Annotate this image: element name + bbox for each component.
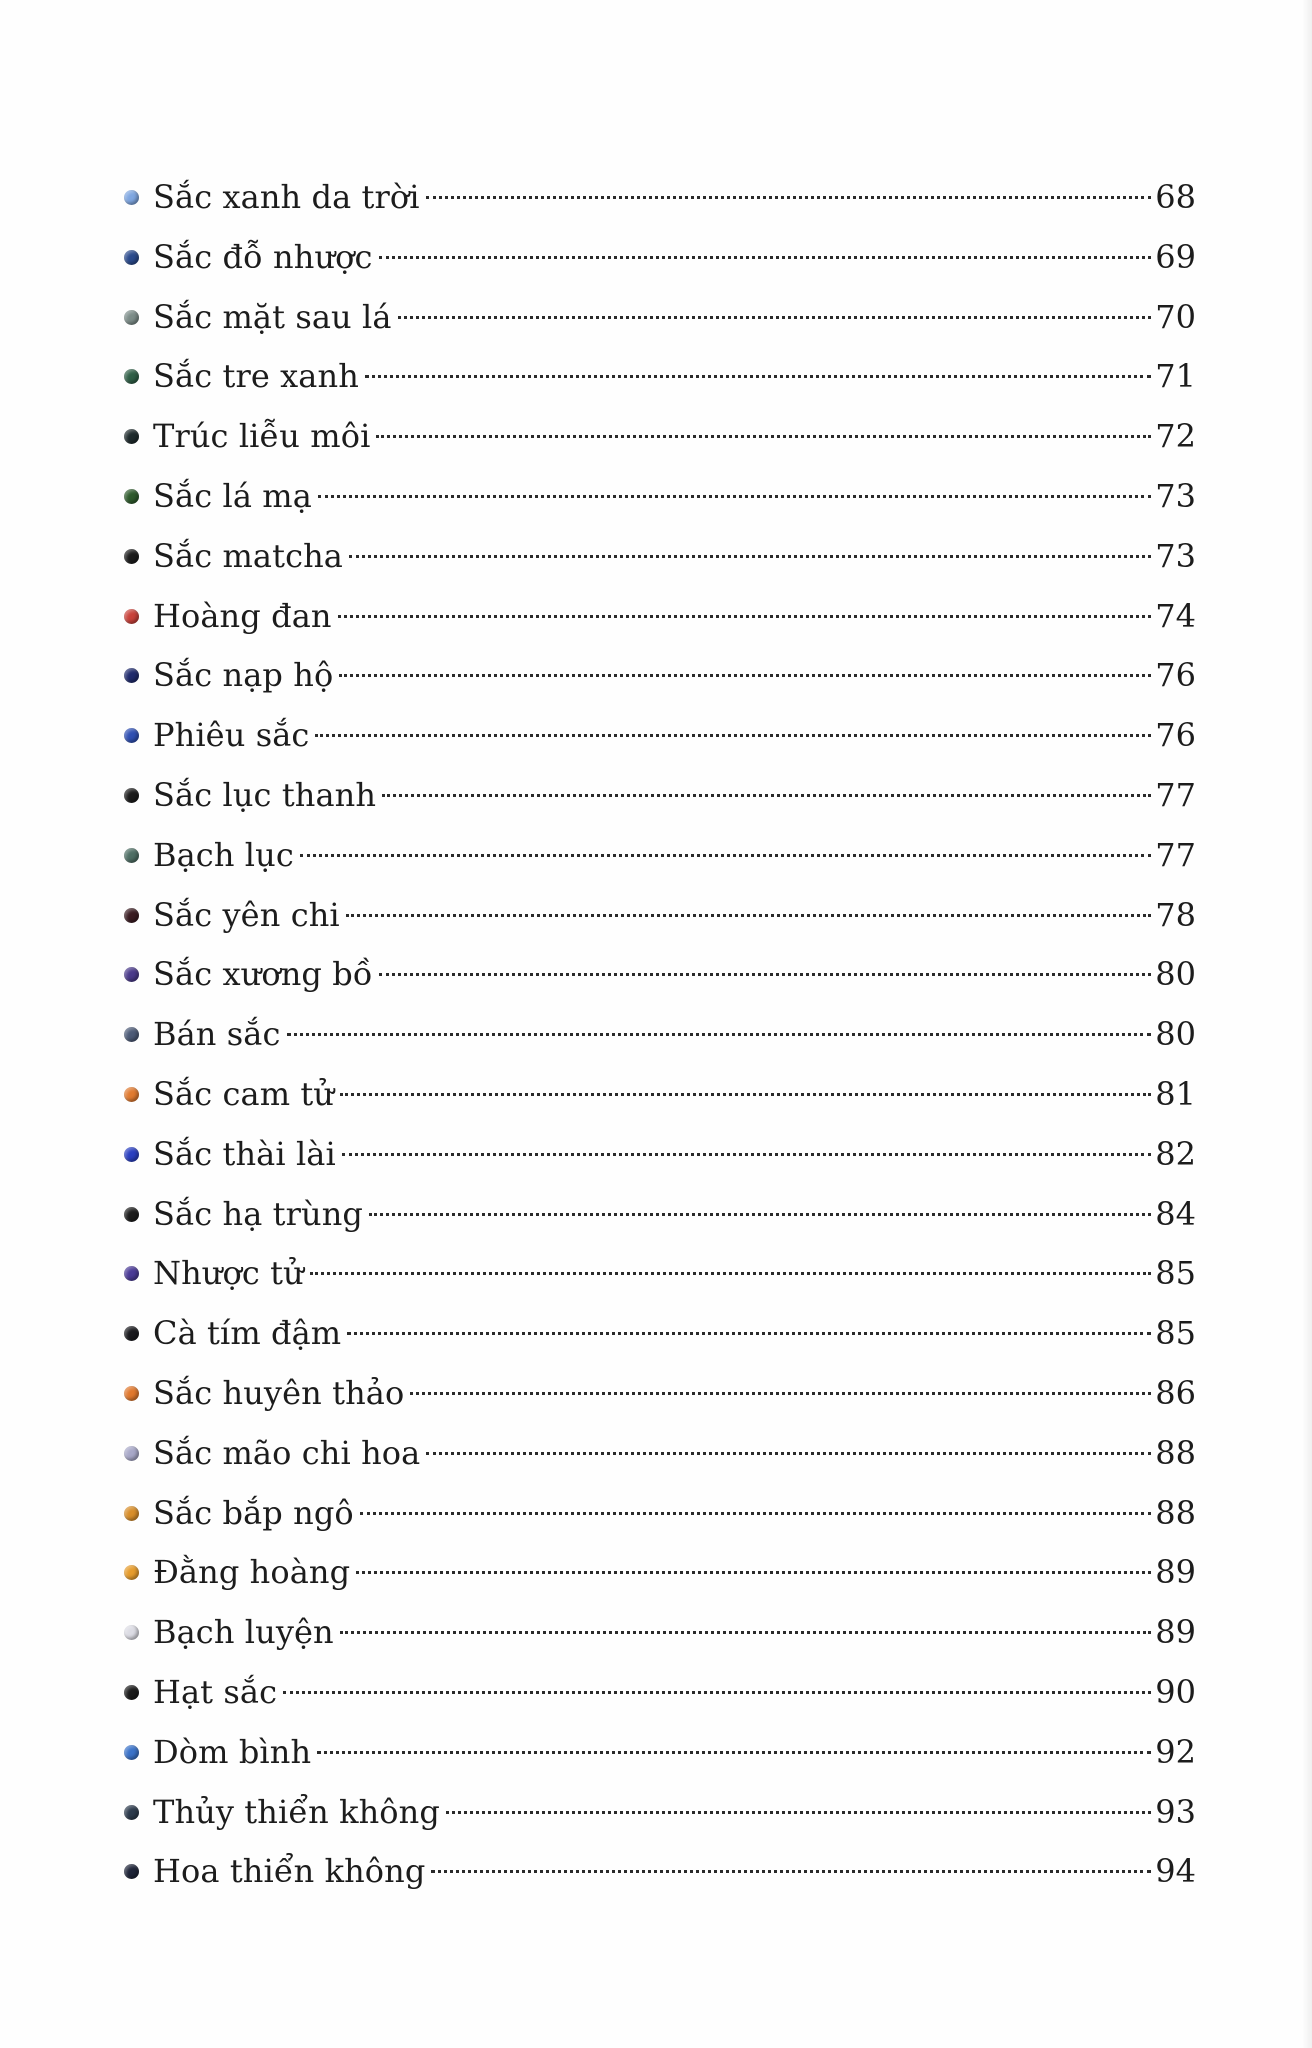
toc-entry-page-number: 88 (1155, 1433, 1196, 1472)
toc-entry[interactable] (124, 1244, 1196, 1304)
dot-leader (360, 1511, 1152, 1515)
dot-leader (283, 1690, 1151, 1694)
toc-entry-page-number: 72 (1155, 417, 1196, 456)
toc-entry[interactable] (124, 945, 1196, 1005)
toc-entry-title: Sắc mão chi hoa (153, 1433, 421, 1472)
toc-entry-page-number: 74 (1155, 596, 1196, 635)
toc-entry-page-number: 69 (1155, 237, 1196, 276)
color-dot-icon (124, 1147, 139, 1162)
color-dot-icon (124, 489, 139, 504)
color-dot-icon (124, 369, 139, 384)
dot-leader (431, 1869, 1151, 1873)
toc-entry-title: Sắc cam tử (153, 1074, 335, 1113)
dot-leader (379, 972, 1152, 976)
toc-entry-page-number: 89 (1155, 1553, 1196, 1592)
color-dot-icon (124, 1864, 139, 1879)
color-dot-icon (124, 310, 139, 325)
color-dot-icon (124, 728, 139, 743)
toc-entry-page-number: 73 (1155, 536, 1196, 575)
toc-entry-page-number: 92 (1155, 1732, 1196, 1771)
toc-entry[interactable] (124, 1842, 1196, 1902)
toc-entry[interactable] (124, 1185, 1196, 1245)
color-dot-icon (124, 429, 139, 444)
toc-entry-page-number: 70 (1155, 297, 1196, 336)
toc-entry[interactable] (124, 288, 1196, 348)
toc-entry-title: Hoa thiển không (153, 1852, 426, 1891)
toc-entry[interactable] (124, 467, 1196, 527)
toc-entry-title: Nhược tử (153, 1254, 304, 1293)
toc-entry[interactable] (124, 1783, 1196, 1843)
toc-entry[interactable] (124, 1005, 1196, 1065)
color-dot-icon (124, 1565, 139, 1580)
toc-entry-page-number: 68 (1155, 178, 1196, 216)
toc-entry[interactable] (124, 228, 1196, 288)
dot-leader (317, 1750, 1151, 1754)
dot-leader (338, 614, 1152, 618)
dot-leader (369, 1212, 1151, 1216)
toc-entry[interactable] (124, 347, 1196, 407)
dot-leader (340, 1630, 1152, 1634)
toc-entry-page-number: 88 (1155, 1493, 1196, 1532)
toc-entry-title: Sắc thài lài (153, 1134, 336, 1173)
dot-leader (356, 1570, 1151, 1574)
color-dot-icon (124, 1326, 139, 1341)
color-dot-icon (124, 1087, 139, 1102)
dot-leader (376, 434, 1151, 438)
toc-entry-title: Thủy thiển không (153, 1792, 440, 1831)
toc-entry-title: Phiêu sắc (153, 716, 310, 755)
dot-leader (318, 494, 1151, 498)
toc-entry-title: Sắc bắp ngô (153, 1493, 354, 1532)
dot-leader (365, 374, 1151, 378)
toc-entry[interactable] (124, 706, 1196, 766)
toc-entry-page-number: 73 (1155, 476, 1196, 515)
toc-entry-title: Sắc hạ trùng (153, 1194, 364, 1233)
dot-leader (398, 315, 1152, 319)
toc-entry-page-number: 84 (1155, 1194, 1196, 1233)
toc-entry[interactable] (124, 1723, 1196, 1783)
dot-leader (379, 255, 1152, 259)
toc-entry[interactable] (124, 1065, 1196, 1125)
color-dot-icon (124, 1027, 139, 1042)
toc-entry-title: Sắc đỗ nhược (153, 237, 373, 276)
toc-entry-page-number: 71 (1155, 357, 1196, 396)
toc-entry[interactable] (124, 527, 1196, 587)
toc-entry-page-number: 80 (1155, 955, 1196, 994)
toc-entry[interactable] (124, 1543, 1196, 1603)
dot-leader (426, 1451, 1151, 1455)
toc-entry-title: Trúc liễu môi (153, 417, 371, 456)
toc-entry-page-number: 82 (1155, 1134, 1196, 1173)
color-dot-icon (124, 1745, 139, 1760)
toc-entry[interactable] (124, 407, 1196, 467)
toc-entry[interactable] (124, 1364, 1196, 1424)
toc-entry[interactable] (124, 587, 1196, 647)
toc-entry-page-number: 85 (1155, 1254, 1196, 1293)
toc-entry-title: Cà tím đậm (153, 1314, 342, 1353)
toc-entry-title: Đằng hoàng (153, 1553, 351, 1592)
toc-entry-page-number: 89 (1155, 1613, 1196, 1652)
color-dot-icon (124, 848, 139, 863)
toc-entry-title: Sắc matcha (153, 536, 343, 575)
color-dot-icon (124, 549, 139, 564)
dot-leader (446, 1810, 1151, 1814)
color-dot-icon (124, 1625, 139, 1640)
toc-entry-page-number: 77 (1155, 775, 1196, 814)
toc-entry-title: Sắc xanh da trời (153, 178, 420, 216)
toc-entry[interactable] (124, 646, 1196, 706)
toc-entry-title: Sắc nạp hộ (153, 656, 334, 695)
dot-leader (339, 673, 1151, 677)
dot-leader (382, 793, 1151, 797)
toc-entry-page-number: 94 (1155, 1852, 1196, 1891)
toc-entry[interactable] (124, 168, 1196, 228)
toc-entry-title: Sắc lá mạ (153, 476, 312, 515)
color-dot-icon (124, 908, 139, 923)
toc-entry-title: Bán sắc (153, 1015, 281, 1054)
color-dot-icon (124, 1266, 139, 1281)
toc-entry-title: Sắc lục thanh (153, 775, 377, 814)
color-dot-icon (124, 609, 139, 624)
toc-entry-page-number: 86 (1155, 1373, 1196, 1412)
color-dot-icon (124, 1506, 139, 1521)
toc-entry-page-number: 90 (1155, 1672, 1196, 1711)
toc-entry-title: Dòm bình (153, 1732, 312, 1771)
dot-leader (346, 913, 1152, 917)
dot-leader (342, 1152, 1151, 1156)
table-of-contents (124, 168, 1196, 1902)
toc-entry[interactable] (124, 1603, 1196, 1663)
toc-entry-title: Bạch luyện (153, 1613, 334, 1652)
toc-entry[interactable] (124, 1484, 1196, 1544)
toc-entry-title: Sắc huyên thảo (153, 1373, 405, 1412)
toc-entry-page-number: 81 (1155, 1074, 1196, 1113)
toc-entry-page-number: 77 (1155, 835, 1196, 874)
dot-leader (300, 853, 1151, 857)
color-dot-icon (124, 788, 139, 803)
toc-entry-page-number: 76 (1155, 716, 1196, 755)
toc-entry-page-number: 76 (1155, 656, 1196, 695)
color-dot-icon (124, 190, 139, 205)
toc-entry[interactable] (124, 1424, 1196, 1484)
toc-entry-title: Sắc yên chi (153, 895, 340, 934)
toc-entry[interactable] (124, 766, 1196, 826)
color-dot-icon (124, 1386, 139, 1401)
toc-entry-title: Sắc xương bồ (153, 955, 373, 994)
color-dot-icon (124, 668, 139, 683)
toc-entry[interactable] (124, 1304, 1196, 1364)
dot-leader (310, 1271, 1151, 1275)
dot-leader (347, 1331, 1151, 1335)
toc-entry-page-number: 80 (1155, 1015, 1196, 1054)
toc-entry-page-number: 93 (1155, 1792, 1196, 1831)
toc-entry-page-number: 85 (1155, 1314, 1196, 1353)
color-dot-icon (124, 1685, 139, 1700)
dot-leader (410, 1391, 1151, 1395)
color-dot-icon (124, 1207, 139, 1222)
color-dot-icon (124, 1446, 139, 1461)
dot-leader (287, 1032, 1152, 1036)
color-dot-icon (124, 967, 139, 982)
toc-entry-title: Sắc mặt sau lá (153, 297, 392, 336)
toc-entry-title: Hạt sắc (153, 1672, 278, 1711)
toc-entry[interactable] (124, 1663, 1196, 1723)
toc-entry[interactable] (124, 1125, 1196, 1185)
toc-entry-title: Bạch lục (153, 835, 294, 874)
toc-entry[interactable] (124, 886, 1196, 946)
toc-entry-title: Hoàng đan (153, 596, 332, 635)
color-dot-icon (124, 1805, 139, 1820)
dot-leader (426, 195, 1152, 199)
dot-leader (340, 1092, 1151, 1096)
toc-entry-page-number: 78 (1155, 895, 1196, 934)
toc-entry-title: Sắc tre xanh (153, 357, 359, 396)
dot-leader (349, 554, 1151, 558)
color-dot-icon (124, 250, 139, 265)
page-edge-shadow (1302, 0, 1312, 2048)
dot-leader (315, 733, 1151, 737)
toc-entry[interactable] (124, 826, 1196, 886)
